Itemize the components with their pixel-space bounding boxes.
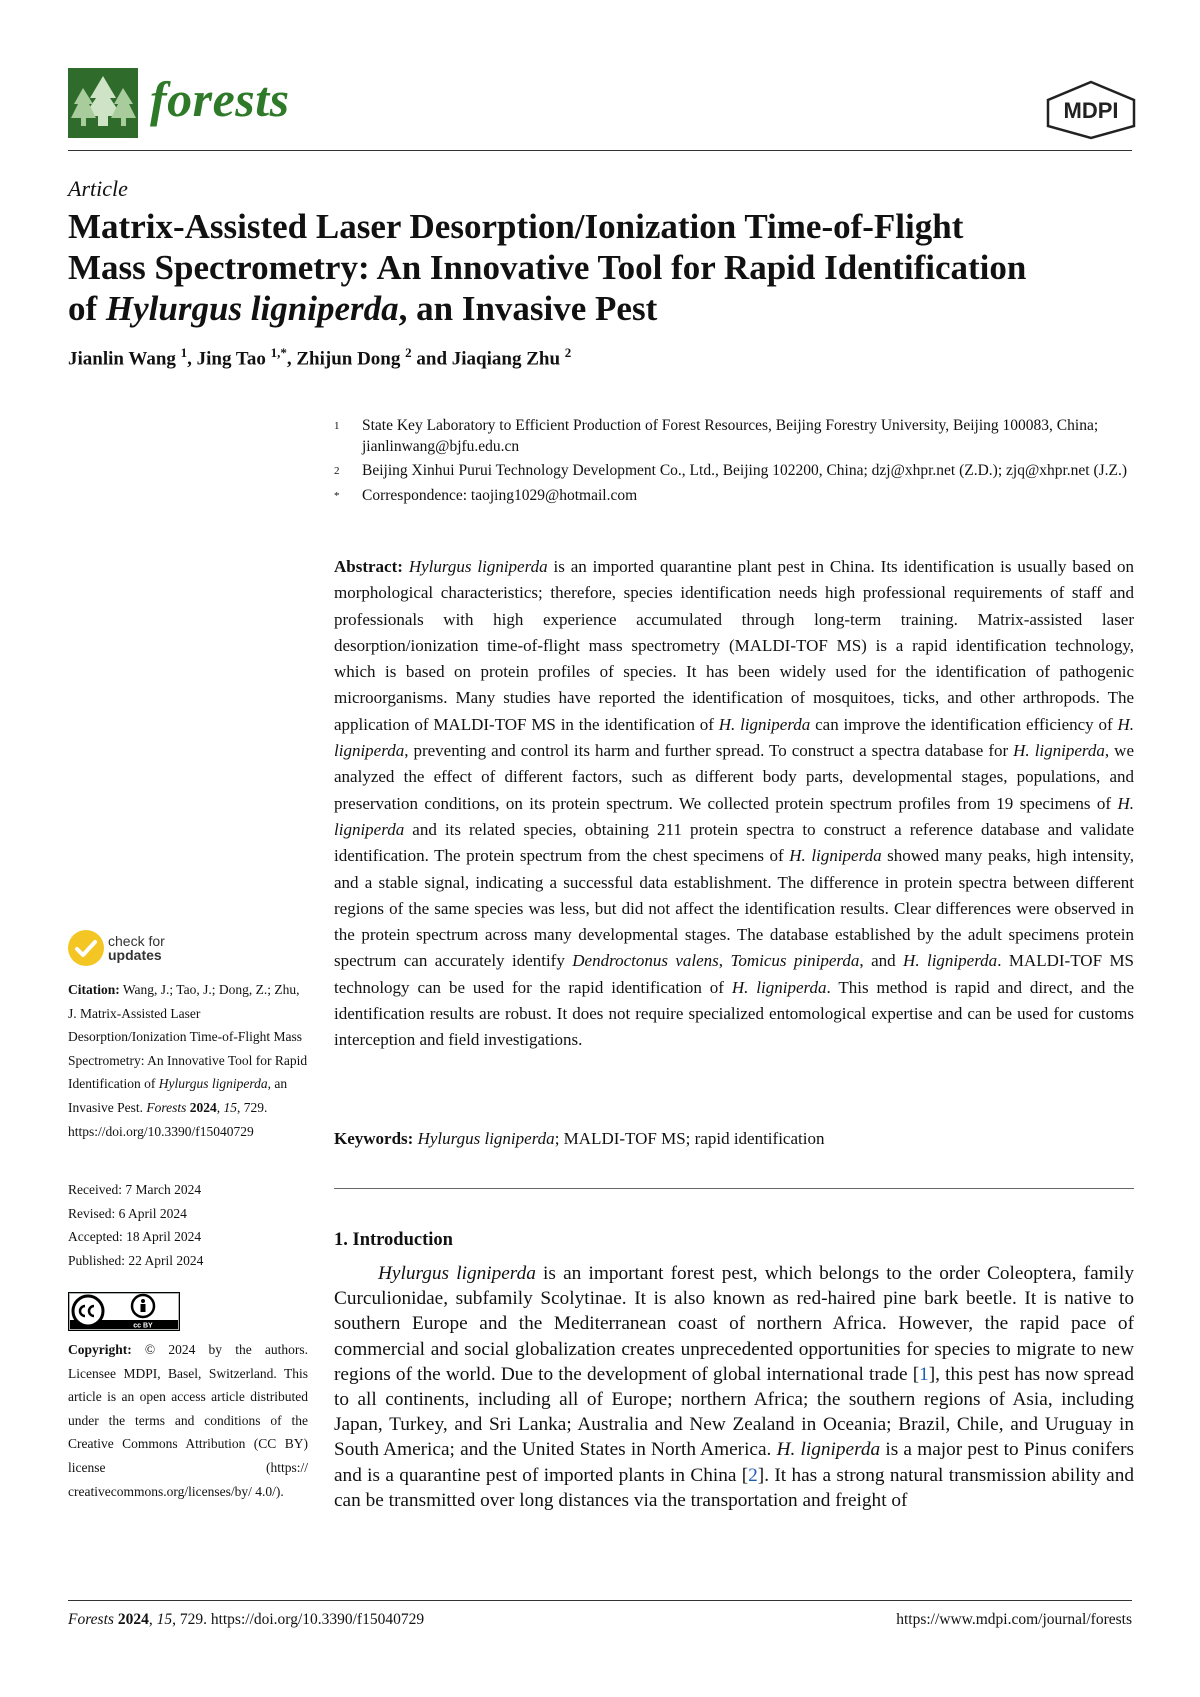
author-name[interactable]: Jing Tao xyxy=(196,348,266,370)
author-affiliation-marker: 1 xyxy=(180,345,188,360)
footer-divider xyxy=(68,1600,1132,1601)
check-for-updates-label[interactable]: check for updates xyxy=(108,933,165,963)
revised-date: Revised: 6 April 2024 xyxy=(68,1205,187,1221)
citation-label: Citation: xyxy=(68,982,120,997)
italic-term: Dendroctonus valens xyxy=(572,951,719,971)
author-name[interactable]: Zhijun Dong xyxy=(296,348,401,370)
correspondence xyxy=(334,485,1154,507)
text-run: Wang, J.; Tao, J.; Dong, Z.; Zhu, J. Matrix-Assisted Laser Desorption/Ionization Time-of-Flight Mass Spectrometry: An Innovative Tool for Rapid Identification of xyxy=(68,982,308,1092)
title-line: Mass Spectrometry: An Innovative Tool for Rapid Identification xyxy=(68,248,1027,287)
keywords-label: Keywords: xyxy=(334,1129,414,1148)
author-affiliation-marker: 2 xyxy=(564,345,572,360)
affiliation-text: Beijing Xinhui Purui Technology Development Co., Ltd., Beijing 102200, China; dzj@xhpr.net (Z.D.); zjq@xhpr.net (J.Z.) xyxy=(362,462,1128,479)
italic-term: Forests xyxy=(146,1099,187,1115)
keywords-list xyxy=(413,1129,824,1148)
keywords xyxy=(334,1129,1134,1149)
reference-link[interactable]: 2 xyxy=(748,1464,758,1486)
copyright-label: Copyright: xyxy=(68,1342,132,1357)
author-affiliation-marker: 2 xyxy=(405,345,412,360)
section-divider xyxy=(334,1188,1134,1189)
footer-citation[interactable]: Forests 2024, 15, 729. https://doi.org/10.3390/f15040729 xyxy=(68,1611,425,1628)
reference-link[interactable]: 1 xyxy=(919,1363,929,1385)
section-heading: 1. Introduction xyxy=(334,1230,453,1250)
text-run: ; MALDI-TOF MS; rapid identification xyxy=(554,1129,825,1148)
citation xyxy=(68,978,308,1143)
italic-term: 15 xyxy=(223,1099,237,1115)
journal-logo xyxy=(68,68,138,138)
affiliation-item xyxy=(334,460,1154,482)
species-name: Hylurgus ligniperda xyxy=(105,289,399,328)
author-name[interactable]: Jianlin Wang xyxy=(68,348,176,370)
italic-term: H. ligniperda xyxy=(718,714,811,734)
published-date: Published: 22 April 2024 xyxy=(68,1252,204,1268)
title-line: Matrix-Assisted Laser Desorption/Ionization Time-of-Flight xyxy=(68,207,964,246)
accepted-date: Accepted: 18 April 2024 xyxy=(68,1229,202,1245)
text-run: can improve the identification efficiency of xyxy=(810,714,1118,734)
check-for-updates-badge[interactable] xyxy=(68,930,104,966)
tree-logo-icon xyxy=(68,68,138,138)
text-run: , 729. https://doi.org/10.3390/f15040729 xyxy=(68,1099,268,1139)
license-badge-label: cc BY xyxy=(133,1322,153,1330)
correspondence-email[interactable]: Correspondence: taojing1029@hotmail.com xyxy=(362,487,638,504)
journal-name: forests xyxy=(150,71,290,127)
title-line: of Hylurgus ligniperda, an Invasive Pest xyxy=(68,289,658,328)
text-run: ]. It has a strong natural transmission ability and can be transmitted over long distances via the transportation and freight of xyxy=(334,1464,1134,1511)
cc-by-license-logo[interactable] xyxy=(68,1292,180,1331)
header-divider xyxy=(68,150,1132,151)
text-run: ], this pest has now spread to all continents, including all of Europe; northern Africa; the southern regions of Asia, including Japan, Turkey, and Sri Lanka; Australia and New Zealand in Oceania; Brazil, Chile, and Uruguay in South America; and the United States in North America. xyxy=(334,1363,1134,1461)
publication-dates xyxy=(68,1178,308,1272)
article-type: Article xyxy=(68,176,128,201)
author-separator: , xyxy=(286,348,297,370)
text-run: , and xyxy=(859,951,904,971)
author-separator: , xyxy=(187,348,197,370)
text-run: , xyxy=(216,1099,224,1115)
article-title xyxy=(68,206,1148,329)
author-list xyxy=(68,345,571,370)
text-run: , preventing and control its harm and further spread. To construct a spectra database for xyxy=(404,741,1014,761)
italic-term: H. ligniperda xyxy=(731,977,827,997)
affiliation-marker: * xyxy=(334,490,340,502)
copyright-text: © 2024 by the authors. Licensee MDPI, Basel, Switzerland. This article is an open access article distributed under the terms and conditions of the Creative Commons Attribution (CC BY) license (https:// creativecommons.org/licenses/by/ 4.0/). xyxy=(68,1342,308,1499)
italic-term: Hylurgus ligniperda xyxy=(408,557,548,576)
journal-url[interactable]: https://www.mdpi.com/journal/forests xyxy=(896,1611,1132,1628)
italic-term: Tomicus piniperda xyxy=(730,951,860,971)
checkmark-icon xyxy=(68,930,104,966)
text-run: showed many peaks, high intensity, and a stable signal, indicating a successful data establishment. The difference in protein spectra between different regions of the same species was less, but did not affect the identification results. Clear differences were observed in the protein spectrum across many developmental stages. The database established by the adult specimens protein spectrum can accurately identify xyxy=(334,846,1134,971)
italic-term: H. ligniperda xyxy=(334,714,1135,761)
text-run: . This method is rapid and direct, and the identification results are robust. It does not require specialized entomological expertise and can be used for customs interception and field investigations. xyxy=(334,977,1134,1050)
citation-text xyxy=(68,982,307,1139)
received-date: Received: 7 March 2024 xyxy=(68,1182,202,1197)
text-run: is an important forest pest, which belongs to the order Coleoptera, family Curculionidae, subfamily Scolytinae. It is also known as red-haired pine bark beetle. It is native to southern Europe and the Mediterranean coast of northern Africa. However, the rapid pace of commercial and social globalization creates unprecedented opportunities for species to migrate to new regions of the world. Due to the development of global international trade [ xyxy=(334,1263,1134,1385)
affiliation-text: State Key Laboratory to Efficient Production of Forest Resources, Beijing Forestry University, Beijing 100083, China; jianlinwang@bjfu.edu.cn xyxy=(362,417,1099,455)
publisher-logo xyxy=(1044,80,1138,140)
affiliations xyxy=(334,415,1154,507)
affiliation-marker: 2 xyxy=(334,465,340,477)
bold-text: 2024 xyxy=(189,1099,217,1115)
italic-term: Hylurgus ligniperda xyxy=(417,1129,555,1148)
affiliation-marker: 1 xyxy=(334,420,340,432)
abstract-body xyxy=(334,557,1134,1049)
text-run: . MALDI-TOF MS technology can be used for the rapid identification of xyxy=(334,951,1135,997)
text-run: is an imported quarantine plant pest in China. Its identification is usually based on morphological characteristics; therefore, species identification needs high professional requirements of staff and professionals with high experience accumulated through long-term training. Matrix-assisted laser desorption/ionization time-of-flight mass spectrometry (MALDI-TOF MS) is a rapid identification technology, which is based on protein profiles of species. It has been widely used for the identification of pathogenic microorganisms. Many studies have reported the identification of mosquitoes, ticks, and other arthropods. The application of MALDI-TOF MS in the identification of xyxy=(334,557,1134,734)
author-name[interactable]: Jiaqiang Zhu xyxy=(451,348,561,370)
paragraph xyxy=(334,1261,1134,1513)
abstract xyxy=(334,554,1134,1054)
italic-term: H. ligniperda xyxy=(334,793,1134,839)
italic-term: H. ligniperda xyxy=(903,951,998,971)
italic-term: H. ligniperda xyxy=(1013,741,1105,761)
author-affiliation-marker: 1,* xyxy=(270,345,287,360)
text-run: , xyxy=(718,951,731,971)
introduction-body xyxy=(334,1261,1134,1513)
italic-term: H. ligniperda xyxy=(789,846,882,866)
italic-term: H. ligniperda xyxy=(776,1439,881,1461)
italic-term: Hylurgus ligniperda xyxy=(378,1263,536,1284)
text-run: , we analyzed the effect of different factors, such as different body parts, developmental stages, populations, and preservation conditions, on its protein spectrum. We collected protein spectrum profiles from 19 specimens of xyxy=(334,741,1134,813)
text-run: and its related species, obtaining 211 protein spectra to construct a reference database and validate identification. The protein spectrum from the chest specimens of xyxy=(334,819,1134,866)
publisher-name: MDPI xyxy=(1063,98,1119,123)
italic-term: Hylurgus ligniperda xyxy=(158,1076,268,1092)
text-run: , an Invasive Pest. xyxy=(68,1076,288,1115)
author-separator: and xyxy=(411,348,452,370)
text-run: is a major pest to Pinus conifers and is a quarantine pest of imported plants in China [ xyxy=(334,1439,1135,1486)
copyright-notice xyxy=(68,1338,308,1503)
affiliation-item xyxy=(334,415,1154,457)
abstract-label: Abstract: xyxy=(334,557,403,576)
